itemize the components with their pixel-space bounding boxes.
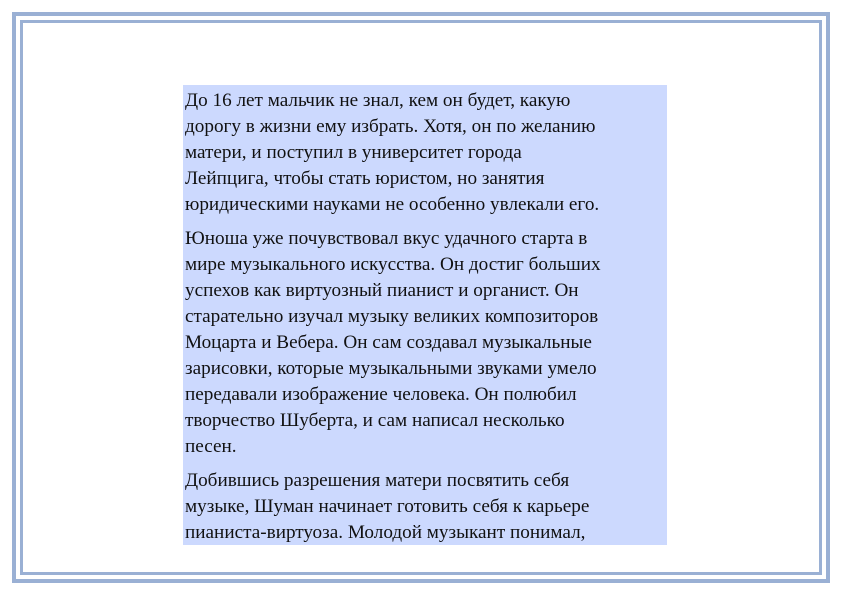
paragraph-2: Юноша уже почувствовал вкус удачного старта в мире музыкального искусства. Он достиг больших успехов как виртуозный пианист и органист. Он старательно изучал музыку великих композиторов Моцарта и Вебера. Он сам создавал музыкальные зарисовки, которые музыкальными звуками умело передавали изображение человека. Он полюбил творчество Шуберта, и сам написал несколько песен. bbox=[185, 228, 601, 457]
paragraph-1: До 16 лет мальчик не знал, кем он будет, какую дорогу в жизни ему избрать. Хотя, он по желанию матери, и поступил в университет города Лейпцига, чтобы стать юристом, но занятия юридическими науками не особенно увлекали его. bbox=[185, 90, 600, 215]
text-block bbox=[183, 85, 667, 545]
paragraph-3: Добившись разрешения матери посвятить себя музыке, Шуман начинает готовить себя к карьере пианиста-виртуоза. Молодой музыкант понимал, bbox=[185, 470, 590, 543]
